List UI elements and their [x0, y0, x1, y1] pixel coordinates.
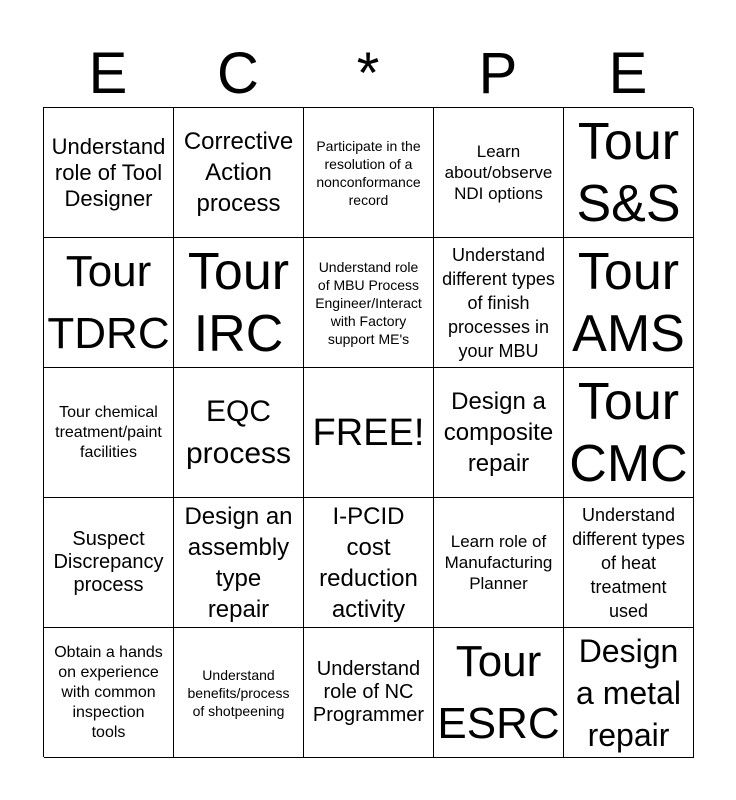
cell-text: Obtain a hands on experience with common inspection tools — [54, 643, 163, 741]
cell-text: Design a metal repair — [576, 632, 681, 753]
cell-text: Understand different types of heat treatment used — [572, 504, 685, 621]
header-letter-e2: E — [608, 41, 648, 106]
bingo-cell[interactable] — [564, 108, 694, 238]
cell-text: Tour CMC — [569, 372, 688, 493]
bingo-cell[interactable] — [174, 368, 304, 498]
cell-text: Tour IRC — [187, 242, 290, 363]
bingo-cell[interactable] — [44, 628, 174, 758]
cell-text: Understand different types of finish processes in your MBU — [442, 244, 555, 361]
bingo-cell[interactable] — [304, 238, 434, 368]
bingo-grid — [43, 107, 693, 757]
bingo-cell[interactable] — [174, 238, 304, 368]
cell-text: Tour chemical treatment/paint facilities — [55, 403, 162, 461]
header-letter-e1: E — [88, 41, 128, 106]
bingo-cell[interactable] — [44, 238, 174, 368]
cell-text: EQC process — [185, 394, 292, 470]
free-space-text: FREE! — [312, 411, 425, 454]
bingo-cell[interactable] — [564, 238, 694, 368]
bingo-cell[interactable] — [434, 368, 564, 498]
cell-text: Tour AMS — [572, 242, 685, 363]
bingo-cell[interactable] — [44, 108, 174, 238]
header-star: * — [356, 41, 380, 106]
bingo-cell[interactable] — [174, 628, 304, 758]
bingo-cell[interactable] — [44, 368, 174, 498]
bingo-cell[interactable] — [434, 108, 564, 238]
bingo-cell[interactable] — [44, 498, 174, 628]
cell-text: Tour S&S — [576, 112, 681, 233]
bingo-cell[interactable] — [564, 498, 694, 628]
bingo-cell[interactable] — [304, 108, 434, 238]
cell-text: Understand role of Tool Designer — [51, 133, 166, 211]
bingo-cell[interactable] — [564, 628, 694, 758]
bingo-cell[interactable] — [304, 498, 434, 628]
cell-text: Tour ESRC — [437, 636, 560, 748]
cell-text: Design an assembly type repair — [184, 502, 293, 623]
cell-text: Tour TDRC — [47, 246, 170, 358]
cell-text: I-PCID cost reduction activity — [319, 502, 418, 623]
bingo-header — [43, 40, 693, 108]
cell-text: Suspect Discrepancy process — [53, 528, 164, 596]
header-letter-c: C — [217, 41, 259, 106]
bingo-cell[interactable] — [434, 238, 564, 368]
cell-text: Corrective Action process — [183, 128, 294, 217]
bingo-cell[interactable] — [564, 368, 694, 498]
cell-text: Learn role of Manufacturing Planner — [444, 532, 553, 593]
cell-text: Participate in the resolution of a nonconformance record — [316, 137, 421, 208]
bingo-cell[interactable] — [304, 628, 434, 758]
cell-text: Understand role of MBU Process Engineer/Interact with Factory support ME's — [315, 258, 422, 347]
bingo-cell[interactable] — [174, 108, 304, 238]
bingo-cell[interactable] — [434, 498, 564, 628]
cell-text: Design a composite repair — [443, 388, 554, 477]
header-letter-p: P — [478, 41, 518, 106]
bingo-cell[interactable] — [434, 628, 564, 758]
cell-text: Understand benefits/process of shotpeening — [187, 666, 290, 719]
cell-text: Understand role of NC Programmer — [312, 658, 425, 726]
bingo-cell[interactable] — [174, 498, 304, 628]
cell-text: Learn about/observe NDI options — [444, 142, 553, 203]
bingo-cell[interactable] — [304, 368, 434, 498]
